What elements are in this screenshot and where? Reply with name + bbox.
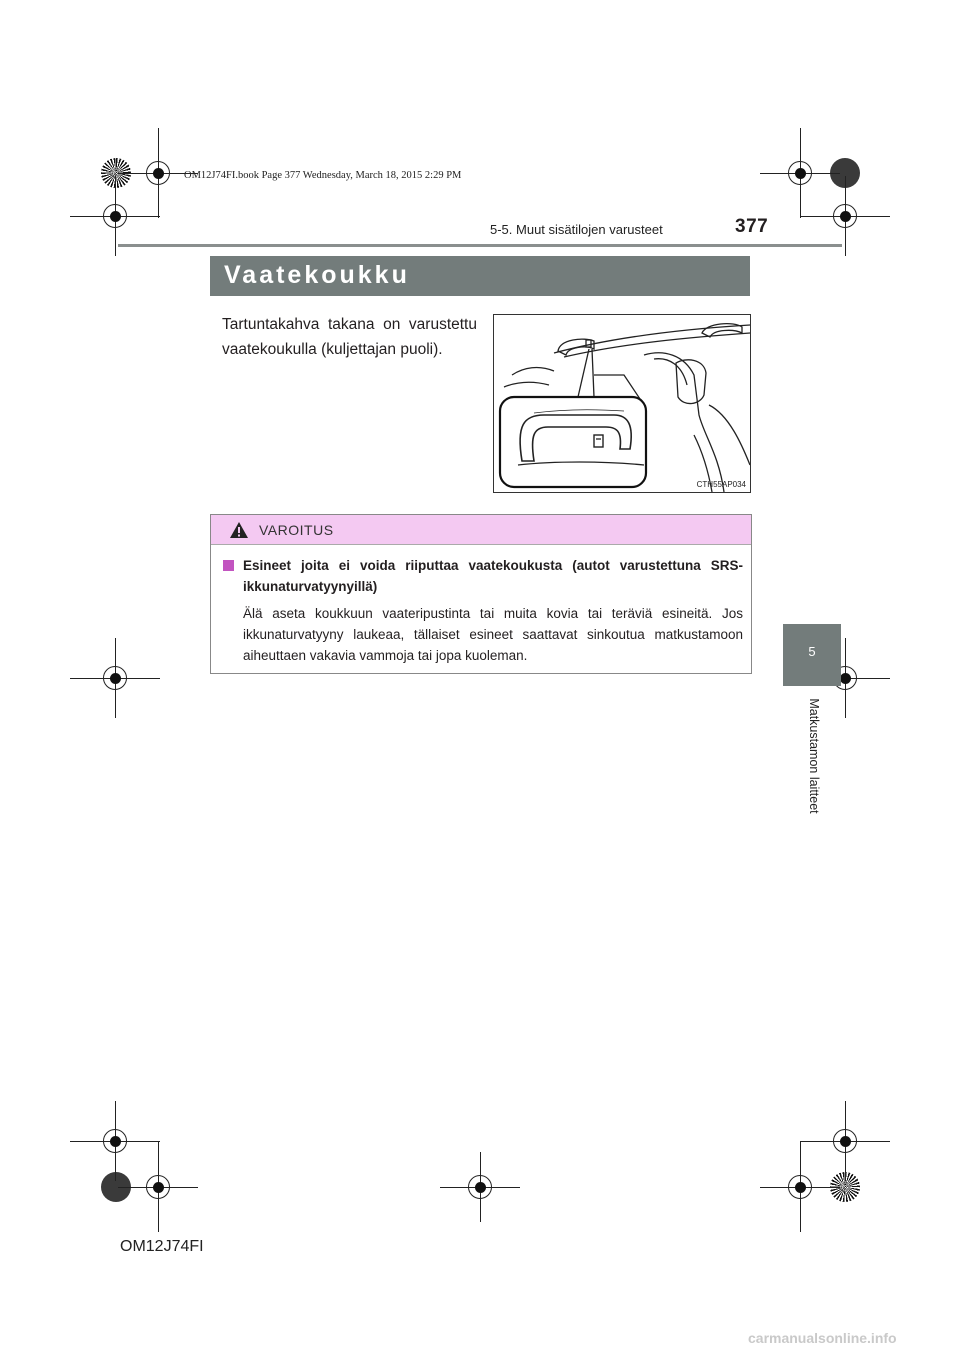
square-bullet-icon (223, 560, 234, 571)
footer-code: OM12J74FI (120, 1238, 204, 1255)
page-number: 377 (735, 216, 769, 237)
figure-code: CTH55AP034 (696, 480, 746, 489)
section-title: Vaatekoukku (224, 261, 410, 289)
warning-body (221, 555, 743, 666)
warning-item-title-text: Esineet joita ei voida riiputtaa vaatekoukusta (autot varustettuna SRS-ikkunaturvatyynyillä) (243, 558, 743, 594)
warning-box (210, 514, 752, 674)
coat-hook-illustration (493, 314, 751, 493)
car-interior-drawing (494, 315, 750, 492)
warning-item-title (221, 555, 743, 597)
print-info: OM12J74FI.book Page 377 Wednesday, March 18, 2015 2:29 PM (184, 170, 462, 181)
watermark: carmanualsonline.info (748, 1330, 897, 1346)
chapter-label: Matkustamon laitteet (807, 698, 821, 814)
chapter-tab (783, 624, 841, 686)
warning-item-text: Älä aseta koukkuun vaateripustinta tai muita kovia tai teräviä esineitä. Jos ikkunaturvatyyny laukeaa, tällaiset esineet saattavat sinkoutua matkustamoon aiheuttaen vakavia vammoja tai jopa kuoleman. (243, 606, 743, 663)
header-rule (118, 244, 842, 247)
chapter-number: 5 (808, 644, 816, 659)
warning-triangle-icon (229, 521, 249, 539)
section-path: 5-5. Muut sisätilojen varusteet (490, 222, 663, 237)
warning-heading: VAROITUS (259, 522, 334, 538)
warning-header (211, 515, 751, 545)
section-title-bar (210, 256, 750, 296)
body-text: Tartuntakahva takana on varustettu vaatekoukulla (kuljettajan puoli). (222, 316, 477, 358)
